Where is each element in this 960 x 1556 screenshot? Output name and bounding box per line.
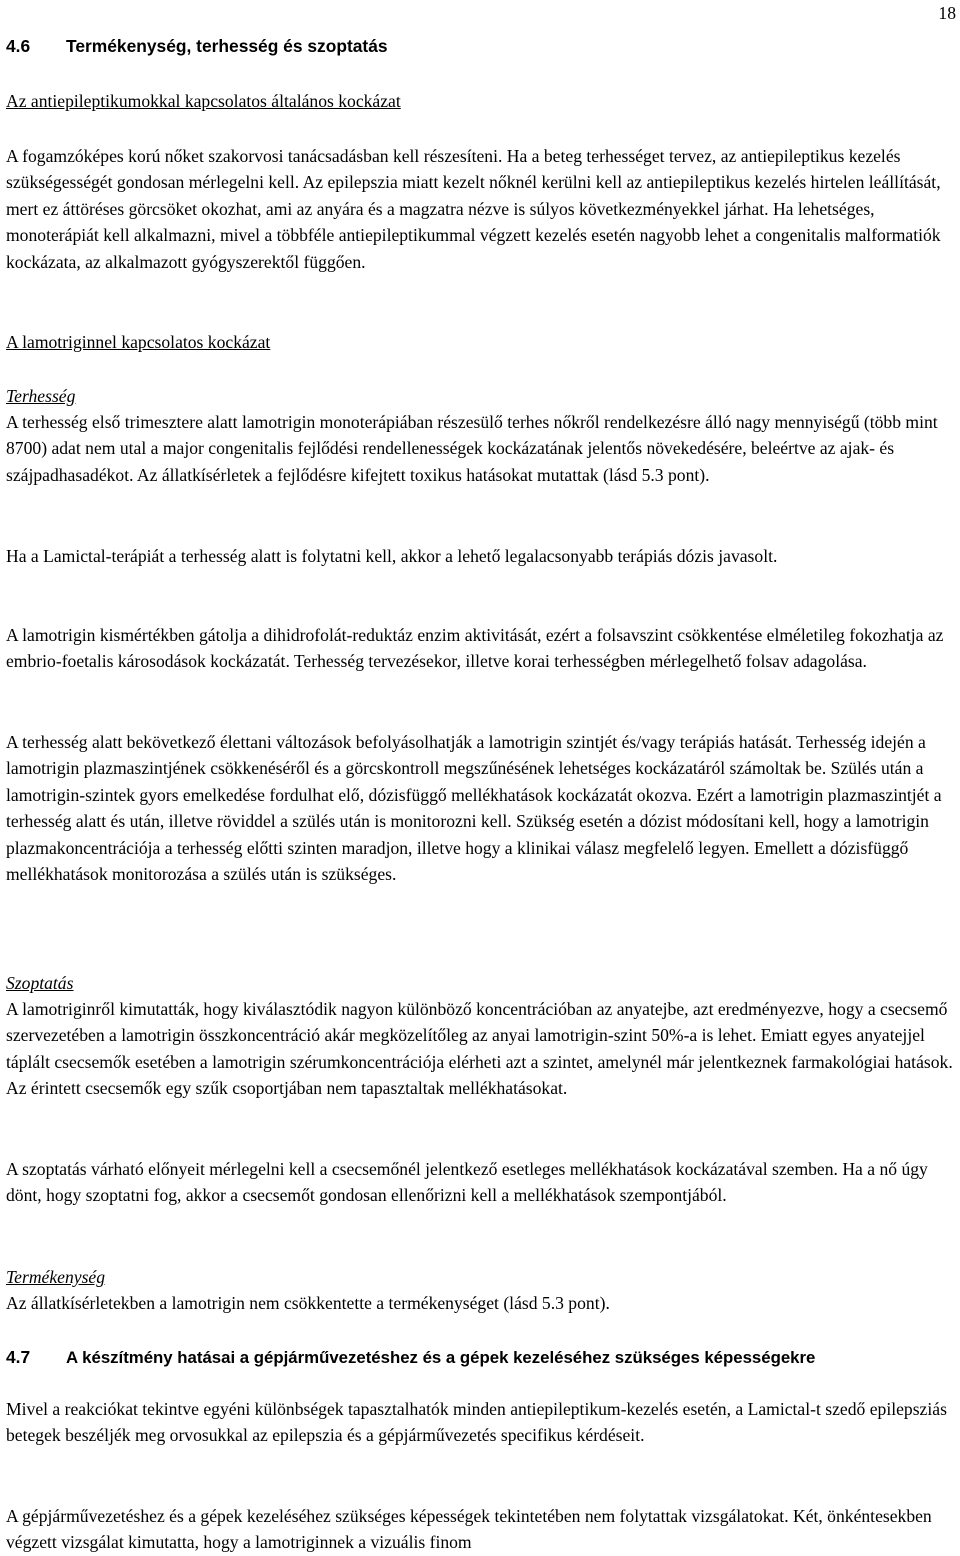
- paragraph-driving-2: A gépjárművezetéshez és a gépek kezeléséhez szükséges képességek tekintetében nem folytattak vizsgálatokat. Két, önkéntesekben végzett vizsgálat kimutatta, hogy a lamotriginnek a vizuális finom: [6, 1506, 932, 1553]
- section-title: A készítmény hatásai a gépjárművezetéshez és a gépek kezeléséhez szükséges képességekre: [66, 1348, 816, 1367]
- paragraph-general-risk: A fogamzóképes korú nőket szakorvosi tanácsadásban kell részesíteni. Ha a beteg terhességet tervez, az antiepileptikus kezelés szükségességét gondosan mérlegelni kell. Az epilepszia miatt kezelt nőknél kerülni kell az antiepileptikus kezelés hirtelen leállítását, mert ez áttöréses görcsöket okozhat, ami az anyára és a magzatra nézve is súlyos következményekkel járhat. Ha lehetséges, monoterápiát kell alkalmazni, mivel a többféle antiepileptikummal végzett kezelés esetén nagyobb lehet a congenitalis malformatiók kockázata, az alkalmazott gyógyszerektől függően.: [6, 146, 941, 272]
- subheading-pregnancy: Terhesség: [6, 386, 76, 406]
- page-number: 18: [938, 3, 956, 23]
- paragraph-driving-1: Mivel a reakciókat tekintve egyéni különbségek tapasztalhatók minden antiepileptikum-kezelés esetén, a Lamictal-t szedő epilepsziás betegek beszéljék meg orvosukkal az epilepszia és a gépjárművezetés specifikus kérdéseit.: [6, 1399, 947, 1446]
- paragraph-pregnancy-2: Ha a Lamictal-terápiát a terhesség alatt is folytatni kell, akkor a lehető legalacsonyabb terápiás dózis javasolt.: [6, 546, 778, 566]
- paragraph-breastfeeding-2: A szoptatás várható előnyeit mérlegelni kell a csecsemőnél jelentkező esetleges mellékhatások kockázatával szemben. Ha a nő úgy dönt, hogy szoptatni fog, akkor a csecsemőt gondosan ellenőrizni kell a mellékhatások szempontjából.: [6, 1159, 928, 1206]
- subheading-fertility: Termékenység: [6, 1267, 106, 1287]
- section-heading-4-7: [6, 1344, 815, 1371]
- section-heading-4-6: [6, 33, 388, 59]
- paragraph-pregnancy-3: A lamotrigin kismértékben gátolja a dihidrofolát-reduktáz enzim aktivitását, ezért a folsavszint csökkentése elméletileg fokozhatja az embrio-foetalis károsodások kockázatát. Terhesség tervezésekor, illetve korai terhességben mérlegelhető folsav adagolása.: [6, 625, 944, 672]
- subheading-general-risk: Az antiepileptikumokkal kapcsolatos általános kockázat: [6, 91, 401, 111]
- section-number: 4.7: [6, 1347, 31, 1367]
- section-title: Termékenység, terhesség és szoptatás: [66, 36, 388, 56]
- paragraph-breastfeeding-1: A lamotriginről kimutatták, hogy kiválasztódik nagyon különböző koncentrációban az anyatejbe, azt eredményezve, hogy a csecsemő szervezetében a lamotrigin összkoncentráció akár megközelítőleg az anyai lamotrigin-szint 50%-a is lehet. Emiatt egyes anyatejjel táplált csecsemők esetében a lamotrigin szérumkoncentrációja elérheti azt a szintet, amelynél már jelentkeznek farmakológiai hatások. Az érintett csecsemők egy szűk csoportjában nem tapasztaltak mellékhatásokat.: [6, 999, 953, 1099]
- subheading-lamotrigine-risk: A lamotriginnel kapcsolatos kockázat: [6, 332, 271, 352]
- paragraph-pregnancy-1: A terhesség első trimesztere alatt lamotrigin monoterápiában részesülő terhes nőkről rendelkezésre álló nagy mennyiségű (több mint 8700) adat nem utal a major congenitalis fejlődési rendellenességek kockázatának jelentős növekedésére, beleértve az ajak- és szájpadhasadékot. Az állatkísérletek a fejlődésre kifejtett toxikus hatásokat mutattak (lásd 5.3 pont).: [6, 412, 938, 485]
- section-number: 4.6: [6, 36, 31, 56]
- paragraph-pregnancy-4: A terhesség alatt bekövetkező élettani változások befolyásolhatják a lamotrigin szintjét és/vagy terápiás hatását. Terhesség idején a lamotrigin plazmaszintjének csökkenéséről és a görcskontroll megszűnésének lehetséges kockázatáról számoltak be. Szülés után a lamotrigin-szintek gyors emelkedése fordulhat elő, dózisfüggő mellékhatások kockázatát okozva. Ezért a lamotrigin plazmaszintjét a terhesség alatt és után, illetve röviddel a szülés után is monitorozni kell. Szükség esetén a dózist módosítani kell, hogy a lamotrigin plazmakoncentrációja a terhesség előtti szinten maradjon, illetve hogy a klinikai válasz megfelelő legyen. Emellett a dózisfüggő mellékhatások monitorozása a szülés után is szükséges.: [6, 732, 942, 885]
- paragraph-fertility: Az állatkísérletekben a lamotrigin nem csökkentette a termékenységet (lásd 5.3 pont).: [6, 1293, 610, 1313]
- subheading-breastfeeding: Szoptatás: [6, 973, 74, 993]
